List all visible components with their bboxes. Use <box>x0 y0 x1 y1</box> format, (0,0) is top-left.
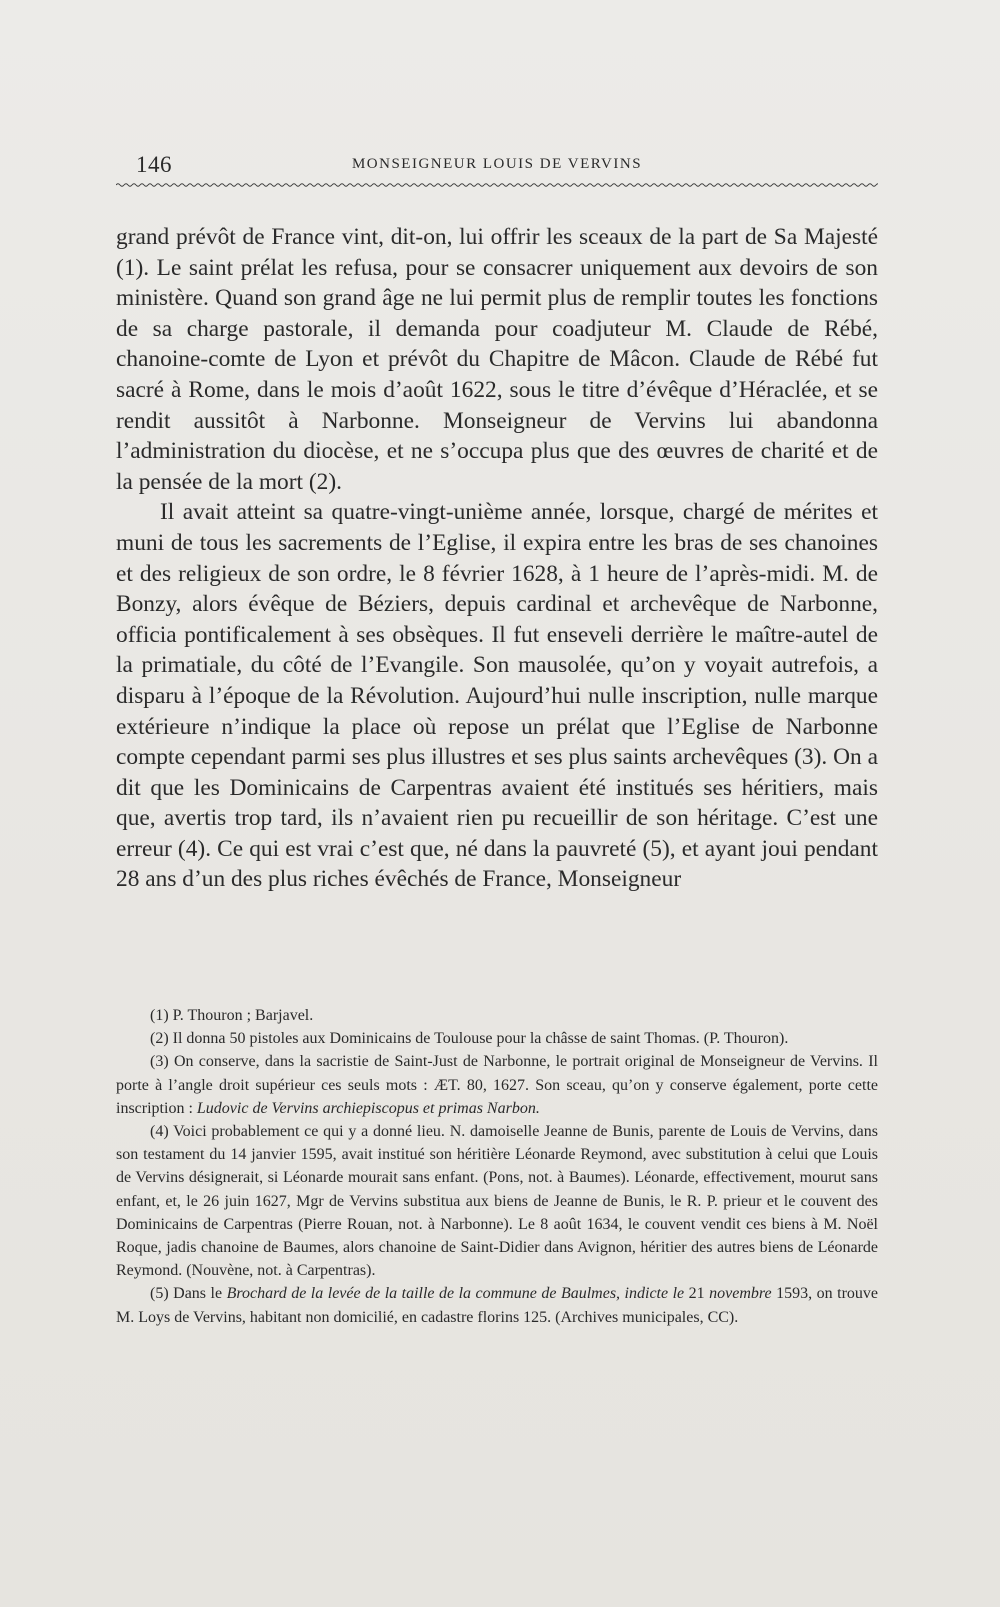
footnote-5-title: Brochard de la levée de la taille de la commune de Baulmes, indicte le <box>226 1285 685 1303</box>
footnote-5-rest: 1593, on trouve M. Loys de Vervins, habitant non domicilié, en cadastre florins 125. (Archives municipales, CC). <box>116 1285 879 1326</box>
footnote-5-month: novembre <box>709 1285 772 1303</box>
footnote-3-inscription: Ludovic de Vervins archiepiscopus et primas Narbon. <box>196 1099 540 1117</box>
wavy-header-rule <box>116 180 878 190</box>
body-paragraph: grand prévôt de France vint, dit-on, lui offrir les sceaux de la part de Sa Majesté (1). Le saint prélat les refusa, pour se consacrer uniquement aux devoirs de son ministère. Quand son grand âge ne lui permit plus de remplir toutes les fonctions de sa charge pastorale, il demanda pour coadjuteur M. Claude de Rébé, chanoine-comte de Lyon et prévôt du Chapitre de Mâcon. Claude de Rébé fut sacré à Rome, dans le mois d’août 1622, sous le titre d’évêque d’Héraclée, et se rendit aussitôt à Narbonne. Monseigneur de Vervins lui abandonna l’administration du diocèse, et ne s’occupa plus que des œuvres de charité et de la pensée de la mort (2). <box>116 224 878 495</box>
footnote-3-text: (3) On conserve, dans la sacristie de Saint-Just de Narbonne, le portrait original de Monseigneur de Vervins. Il porte à l’angle droit supérieur ces seuls mots : ÆT. 80, 1627. Son sceau, qu’on y conserve également, porte cette inscription : <box>116 1053 878 1117</box>
footnote-4: (4) Voici probablement ce qui y a donné lieu. N. damoiselle Jeanne de Bunis, parente de Louis de Vervins, dans son testament du 14 janvier 1595, avait institué son héritière Léonarde Reymond, avec substitution à celui que Louis de Vervins désignerait, si Léonarde mourait sans enfant. (Pons, not. à Baumes). Léonarde, effectivement, mourut sans enfant, et, le 26 juin 1627, Mgr de Vervins substitua aux biens de Jeanne de Bunis, le R. P. prieur et le couvent des Dominicains de Carpentras (Pierre Rouan, not. à Narbonne). Le 8 août 1634, le couvent vendit ces biens à M. Noël Roque, jadis chanoine de Baumes, alors chanoine de Saint-Didier dans Avignon, héritier des autres biens de Léonarde Reymond. (Nouvène, not. à Carpentras). <box>116 1123 878 1280</box>
footnote-5-text: (5) Dans le <box>150 1285 227 1303</box>
page-number: 146 <box>136 152 172 177</box>
running-title: MONSEIGNEUR LOUIS DE VERVINS <box>351 156 643 172</box>
footnote-2: (2) Il donna 50 pistoles aux Dominicains de Toulouse pour la châsse de saint Thomas. (P. Thouron). <box>150 1030 789 1048</box>
body-paragraph: Il avait atteint sa quatre-vingt-unième année, lorsque, chargé de mérites et muni de tous les sacrements de l’Eglise, il expira entre les bras de ses chanoines et des religieux de son ordre, le 8 février 1628, à 1 heure de l’après-midi. M. de Bonzy, alors évêque de Béziers, depuis cardinal et archevêque de Narbonne, officia pontificalement à ses obsèques. Il fut enseveli derrière le maître-autel de la primatiale, du côté de l’Evangile. Son mausolée, qu’on y voyait autrefois, a disparu à l’époque de la Révolution. Aujourd’hui nulle inscription, nulle marque extérieure n’indique la place où repose un prélat que l’Eglise de Narbonne compte cependant parmi ses plus illustres et ses plus saints archevêques (3). On a dit que les Dominicains de Carpentras avaient été institués ses héritiers, mais que, avertis trop tard, ils n’avaient rien pu recueillir de son héritage. C’est une erreur (4). Ce qui est vrai c’est que, né dans la pauvreté (5), et ayant joui pendant 28 ans d’un des plus riches évêchés de France, Monseigneur <box>116 499 878 893</box>
footnote-5-day: 21 <box>684 1285 710 1303</box>
main-text <box>116 222 878 895</box>
footnotes <box>116 1004 878 1329</box>
footnote-1: (1) P. Thouron ; Barjavel. <box>150 1007 314 1024</box>
page-header <box>116 150 878 180</box>
footnote-5 <box>116 1282 878 1328</box>
footnote-3 <box>116 1050 878 1120</box>
